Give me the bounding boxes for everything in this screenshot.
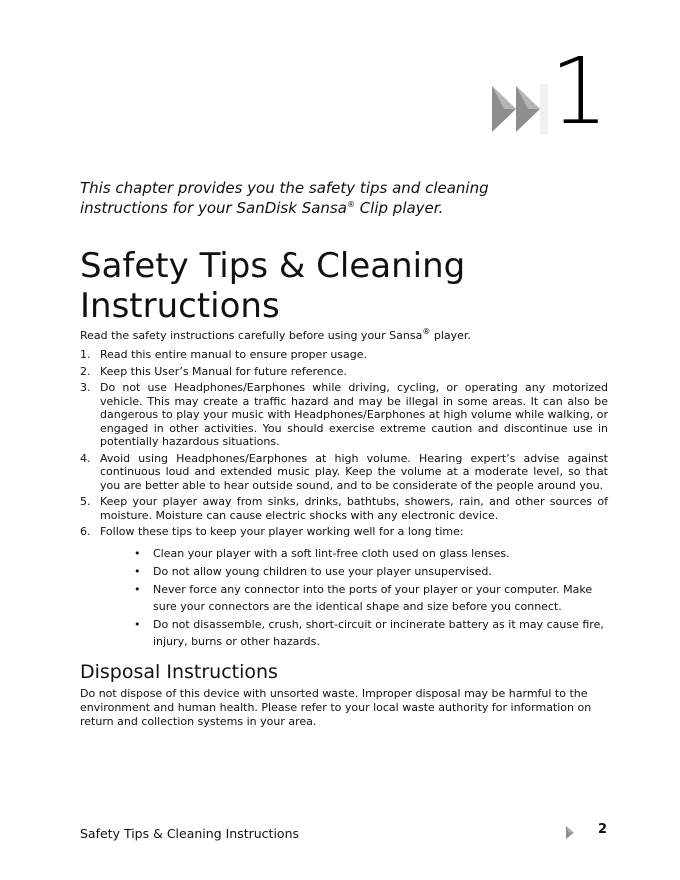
safety-list (80, 348, 608, 653)
list-item: 3. Do not use Headphones/Earphones while driving, cycling, or operating any motorized vehicle. This may create a traffic hazard and may be illegal in some areas. It can also be dangerous to play your music with Headphones/Earphones at high volume while walking, or engaged in other activities. You should exercise extreme caution and discontinue use in potentially hazardous situations. (80, 381, 608, 448)
chapter-marker (490, 38, 620, 148)
list-item: 2. Keep this User’s Manual for future reference. (80, 364, 347, 378)
chapter-number: 1 (550, 38, 609, 145)
double-chevron-right-icon (490, 84, 548, 134)
registered-mark: ® (346, 200, 355, 209)
tip-item: • Never force any connector into the ports of your player or your computer. Make sure your connectors are the identical shape and size before you connect. (134, 582, 593, 613)
registered-mark: ® (422, 327, 431, 336)
list-item: 1. Read this entire manual to ensure proper usage. (80, 348, 368, 361)
tip-item: • Clean your player with a soft lint-free cloth used on glass lenses. (134, 546, 510, 560)
disposal-heading: Disposal Instructions (80, 661, 278, 683)
list-item: 4. Avoid using Headphones/Earphones at high volume. Hearing expert’s advise against continuous loud and extended music play. Keep the volume at a moderate level, so that you are better able to hear outside sound, and to be considerate of the people around you. (80, 451, 608, 492)
lead-paragraph: Read the safety instructions carefully before using your Sansa® player. (80, 327, 471, 342)
chapter-intro (80, 178, 550, 218)
tip-item: • Do not allow young children to use your player unsupervised. (134, 564, 492, 578)
footer-title: Safety Tips & Cleaning Instructions (80, 826, 300, 841)
disposal-paragraph: Do not dispose of this device with unsorted waste. Improper disposal may be harmful to the environment and human health. Please refer to your local waste authority for information on return and collection systems in your area. (80, 687, 592, 728)
list-item: 6. Follow these tips to keep your player working well for a long time: • Clean your player with a soft lint-free cloth used on glass lenses. • Do not allow young children to use your player unsupervised. • Never force any connector into the ports of your player or your computer. Make sure your connectors are the identical shape and size before you connect. • Do not disassemble, crush, short-circuit or incinerate battery as it may cause fire, injury, burns or other hazards. (80, 525, 608, 650)
care-tips-list (100, 545, 608, 650)
triangle-right-icon (566, 826, 576, 839)
page-number: 2 (598, 822, 608, 837)
list-item: 5. Keep your player away from sinks, drinks, bathtubs, showers, rain, and other sources of moisture. Moisture can cause electric shocks with any electronic device. (80, 495, 608, 522)
intro-line-1: This chapter provides you the safety tips and cleaning (80, 179, 489, 197)
tip-item: • Do not disassemble, crush, short-circuit or incinerate battery as it may cause fire, injury, burns or other hazards. (134, 617, 604, 648)
intro-line-2: instructions for your SanDisk Sansa® Clip player. (80, 199, 444, 217)
page-title: Safety Tips & Cleaning Instructions (80, 246, 466, 326)
